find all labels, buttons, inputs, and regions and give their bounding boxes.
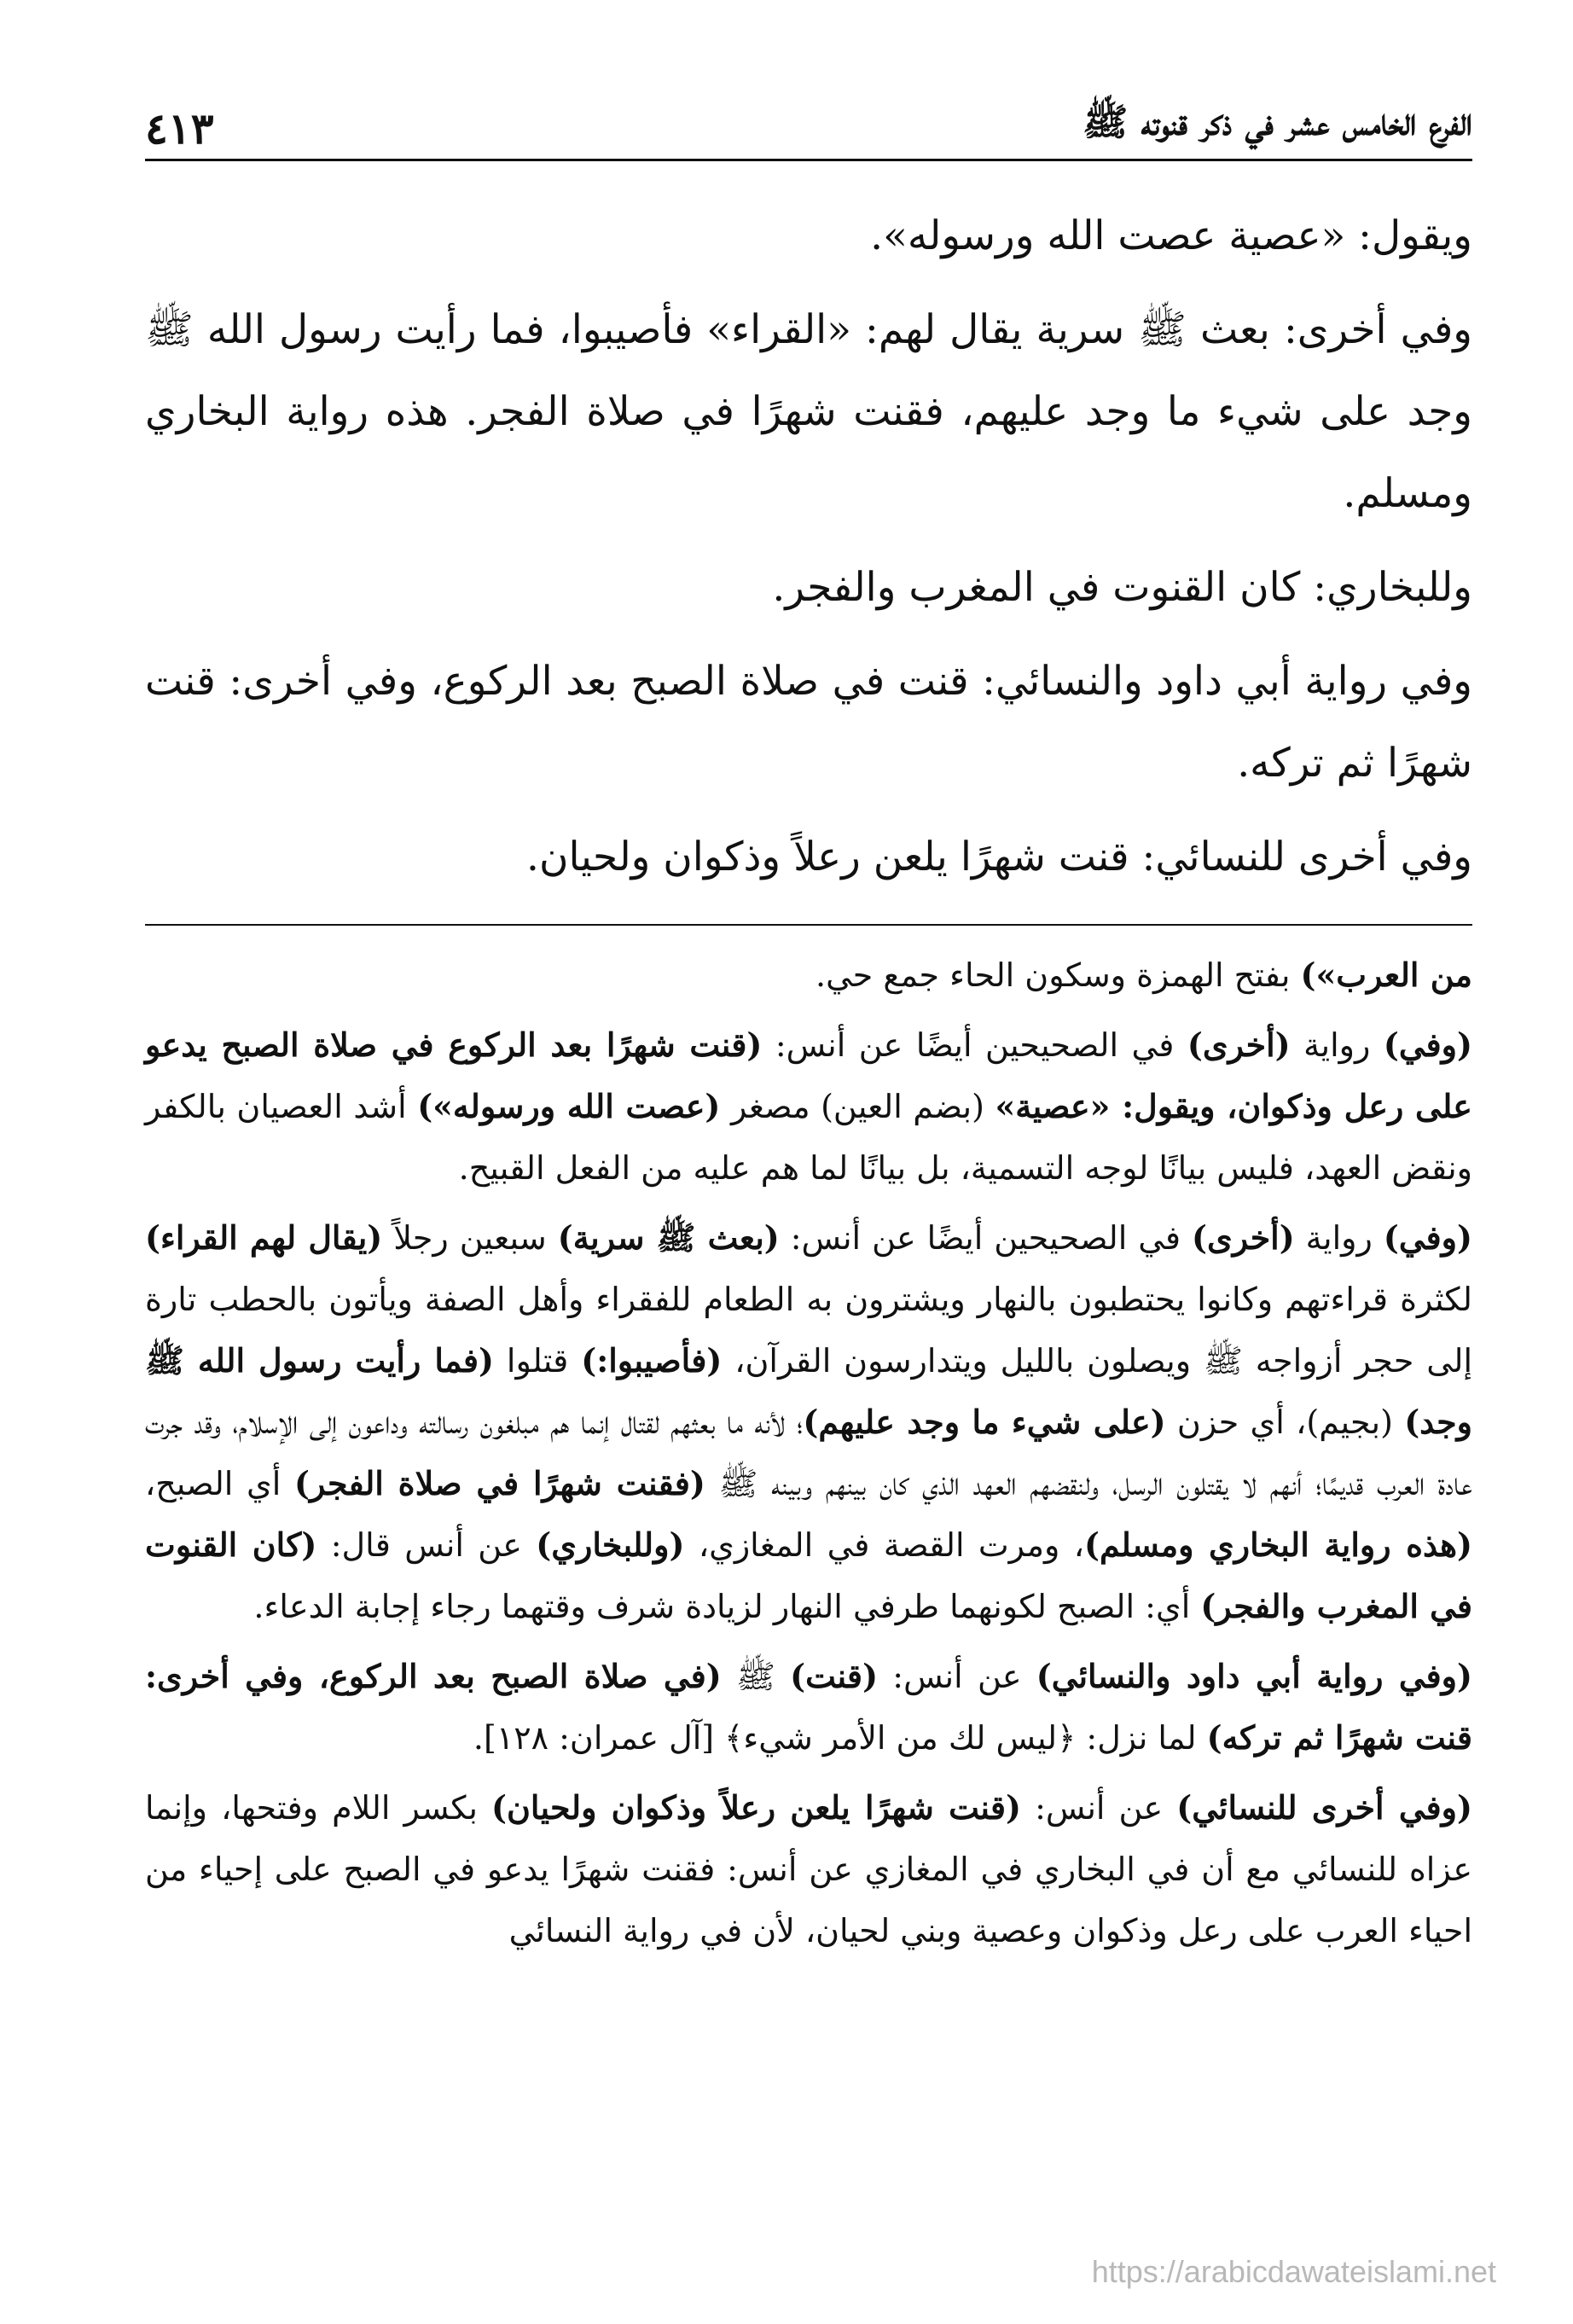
- commentary-quote: (فأصيبوا:): [581, 1341, 723, 1380]
- commentary-quote: (وفي رواية أبي داود والنسائي): [1036, 1657, 1472, 1695]
- book-page: [145, 68, 1472, 2273]
- commentary-text: (بجيم)، أي حزن: [1165, 1403, 1405, 1441]
- page-header: [145, 68, 1472, 161]
- commentary-quote: (على شيء ما وجد عليهم): [803, 1403, 1166, 1441]
- commentary-text: لما نزل: ﴿ليس لك من الأمر شيء﴾ [آل عمران: ١٢٨].: [473, 1719, 1207, 1757]
- footnote-divider: [145, 924, 1472, 926]
- hadith-paragraph: وفي رواية أبي داود والنسائي: قنت في صلاة الصبح بعد الركوع، وفي أخرى: قنت شهرًا ثم تركه.: [145, 658, 1472, 787]
- commentary-quote: (عصت الله ورسوله»): [417, 1087, 721, 1125]
- commentary-quote: من العرب»): [1300, 956, 1472, 994]
- commentary-text: لكثرة قراءتهم وكانوا يحتطبون بالنهار ويشترون به الطعام للفقراء وأهل الصفة ويأتون بالحطب تارة إلى حجر أزواجه ﷺ ويصلون بالليل ويتدارسون القرآن،: [145, 1281, 1472, 1380]
- commentary-paragraph: [145, 1777, 1472, 1961]
- commentary: [145, 944, 1472, 1961]
- commentary-quote: (قنت شهرًا بعد الركوع في صلاة الصبح يدعو على رعل وذكوان، ويقول: «عصية»: [145, 1025, 1472, 1125]
- commentary-text: عن أنس قال:: [316, 1526, 537, 1564]
- commentary-text: عن أنس:: [1021, 1789, 1177, 1827]
- hadith-paragraph: ويقول: «عصية عصت الله ورسوله».: [870, 212, 1472, 259]
- commentary-paragraph: [145, 944, 1472, 1006]
- commentary-text: رواية: [1290, 1026, 1384, 1064]
- commentary-quote: (وفي): [1383, 1218, 1472, 1257]
- commentary-quote: (وفي أخرى للنسائي): [1176, 1788, 1473, 1827]
- hadith-paragraph: وفي أخرى: بعث ﷺ سرية يقال لهم: «القراء» فأصيبوا، فما رأيت رسول الله ﷺ وجد على شيء ما وجد عليهم، فقنت شهرًا في صلاة الفجر. هذه رواية البخاري ومسلم.: [145, 306, 1472, 517]
- commentary-text: ، ومرت القصة في المغازي،: [684, 1526, 1085, 1564]
- commentary-quote: (فقنت شهرًا في صلاة الفجر): [294, 1464, 705, 1502]
- commentary-text: قتلوا: [494, 1342, 582, 1380]
- hadith-paragraph: وفي أخرى للنسائي: قنت شهرًا يلعن رعلاً وذكوان ولحيان.: [526, 834, 1472, 880]
- commentary-quote: (وللبخاري): [536, 1525, 685, 1564]
- commentary-text: أي: الصبح لكونهما طرفي النهار لزيادة شرف وقتهما رجاء إجابة الدعاء.: [253, 1588, 1201, 1625]
- source-watermark: https://arabicdawateislami.net: [1091, 2254, 1496, 2289]
- commentary-quote: (هذه رواية البخاري ومسلم): [1084, 1525, 1472, 1564]
- commentary-quote: (وفي): [1383, 1025, 1472, 1064]
- commentary-text: بكسر اللام وفتحها، وإنما عزاه للنسائي مع أن في البخاري في المغازي عن أنس: فقنت شهرًا يدعو في الصبح على إحياء من احياء العرب على رعل وذكوان وعصية وبني لحيان، لأن في رواية النسائي: [145, 1789, 1472, 1949]
- commentary-text: عن أنس:: [878, 1658, 1036, 1695]
- commentary-quote: (قنت): [790, 1657, 879, 1695]
- commentary-quote: (كان القنوت في المغرب والفجر): [145, 1525, 1472, 1625]
- commentary-quote: (في صلاة الصبح بعد الركوع، وفي أخرى: قنت شهرًا ثم تركه): [145, 1657, 1472, 1757]
- commentary-quote: (يقال لهم القراء): [145, 1218, 383, 1257]
- commentary-text: أشد العصيان بالكفر ونقض العهد، فليس بيانًا لوجه التسمية، بل بيانًا لما هم عليه من الفعل القبيح.: [145, 1088, 1472, 1187]
- commentary-text: في الصحيحين أيضًا عن أنس:: [762, 1026, 1187, 1064]
- commentary-text: في الصحيحين أيضًا عن أنس:: [779, 1219, 1192, 1257]
- commentary-quote: (فما رأيت رسول الله ﷺ وجد): [145, 1341, 1472, 1441]
- chapter-title: الفرع الخامس عشر في ذكر قنوته ﷺ: [1083, 101, 1472, 144]
- hadith-paragraph: وللبخاري: كان القنوت في المغرب والفجر.: [772, 564, 1472, 611]
- commentary-text: رواية: [1294, 1219, 1384, 1257]
- commentary-paragraph: [145, 1207, 1472, 1637]
- page-number: ٤١٣: [145, 103, 214, 154]
- commentary-quote: (أخرى): [1187, 1025, 1291, 1064]
- commentary-text: سبعين رجلاً: [382, 1219, 558, 1257]
- commentary-text: ؛ لأنه ما بعثهم لقتال إنما هم مبلغون رسالته وداعون إلى الإسلام، وقد جرت عادة العرب قديمًا؛ أنهم لا يقتلون الرسل، ولنقضهم العهد الذي كان بينهم وبينه ﷺ: [145, 1403, 1472, 1502]
- commentary-paragraph: [145, 1014, 1472, 1199]
- commentary-text: أي الصبح،: [145, 1465, 294, 1502]
- commentary-quote: (بعث ﷺ سرية): [557, 1218, 780, 1257]
- commentary-quote: (أخرى): [1192, 1218, 1295, 1257]
- commentary-quote: (قنت شهرًا يلعن رعلاً وذكوان ولحيان): [491, 1788, 1021, 1827]
- commentary-text: ﷺ: [721, 1658, 791, 1695]
- commentary-text: بفتح الهمزة وسكون الحاء جمع حي.: [816, 956, 1301, 994]
- commentary-paragraph: [145, 1646, 1472, 1769]
- commentary-text: (بضم العين) مصغر: [720, 1088, 995, 1125]
- hadith-text: [145, 195, 1472, 898]
